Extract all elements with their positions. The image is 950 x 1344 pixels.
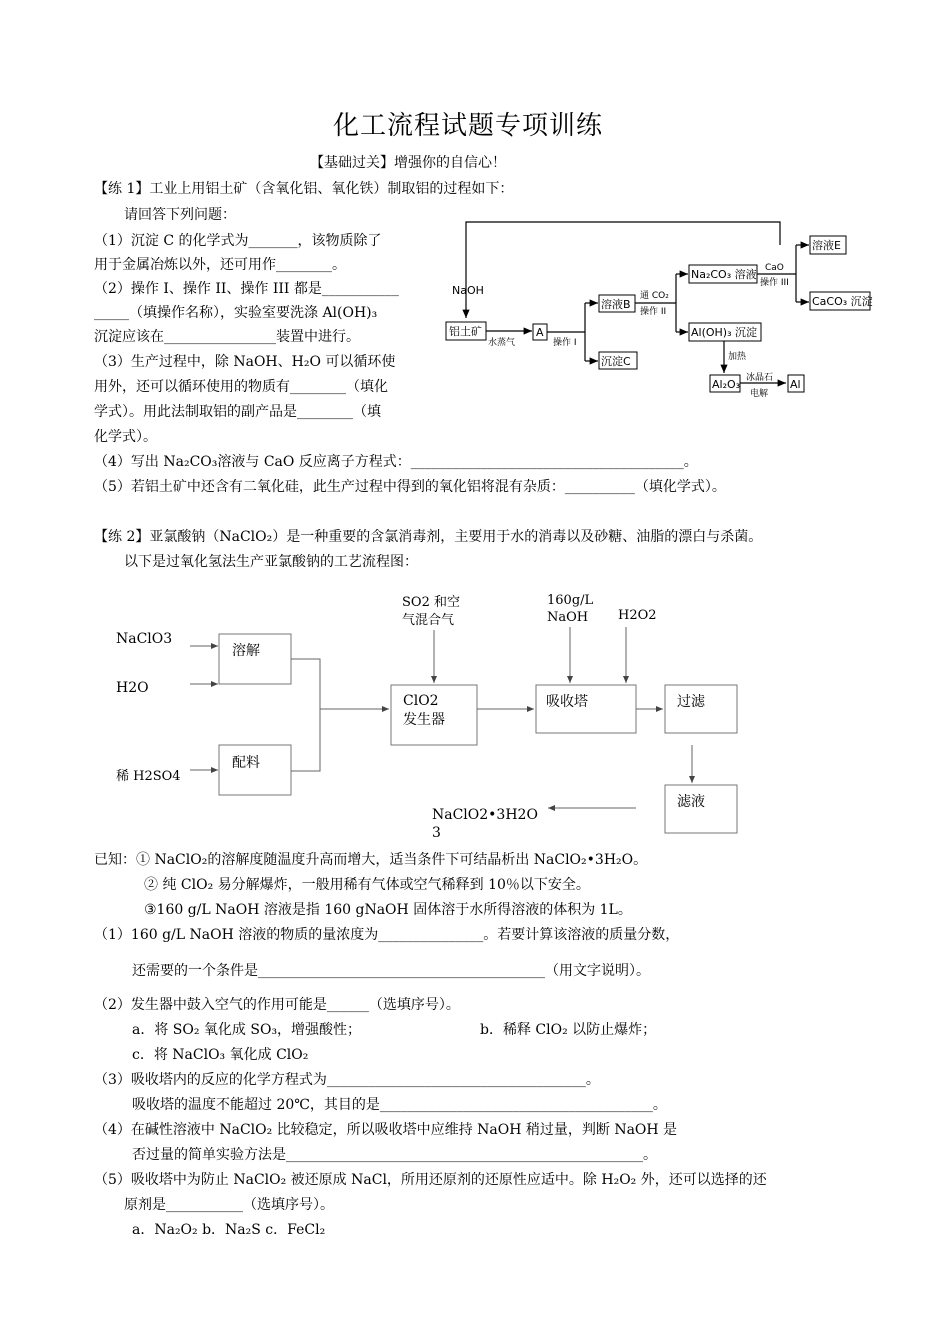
tower-label: 吸收塔 <box>546 694 588 710</box>
so2-label-1: SO2 和空 <box>402 595 460 610</box>
cryolite-label: 冰晶石 <box>746 373 774 383</box>
ex1-line: 用于金属冶炼以外，还可用作________。 <box>94 257 346 273</box>
na2co3-label: Na₂CO₃ 溶液 <box>691 268 757 281</box>
ex1-line: （1）沉淀 C 的化学式为_______，该物质除了 <box>94 233 382 249</box>
dissolve-label: 溶解 <box>232 643 260 659</box>
dissolve-box <box>219 634 291 684</box>
al-label: Al <box>790 378 801 391</box>
ex1-line: 用外，还可以循环使用的物质有________（填化 <box>94 379 388 395</box>
ex1-line: 学式）。用此法制取铝的副产品是________（填 <box>94 404 381 420</box>
aloh3-label: Al(OH)₃ 沉淀 <box>691 326 757 339</box>
clo2-label-2: 发生器 <box>403 712 445 728</box>
ex1-line: 沉淀应该在________________装置中进行。 <box>94 329 360 345</box>
naoh-label: NaOH <box>452 284 484 297</box>
product-label-2: 3 <box>432 825 441 841</box>
option-b: b．稀释 ClO₂ 以防止爆炸； <box>480 1022 657 1038</box>
so2-label-2: 气混合气 <box>402 613 455 628</box>
question-line: （1）160 g/L NaOH 溶液的物质的量浓度为_______________。若要计算该溶液的质量分数， <box>94 927 680 943</box>
cao-label: CaO <box>765 263 784 273</box>
ex1-line: （4）写出 Na₂CO₃溶液与 CaO 反应离子方程式：_______________________________________。 <box>94 454 698 470</box>
ex1-line: （5）若铝土矿中还含有二氧化硅，此生产过程中得到的氧化铝将混有杂质：__________（填化学式）。 <box>94 479 726 495</box>
ex1-line: （2）操作 I、操作 II、操作 III 都是___________ <box>94 281 399 297</box>
op3-label: 操作 III <box>760 278 789 288</box>
section-subtitle: 【基础过关】增强你的自信心！ <box>310 155 506 171</box>
h2so4-label: 稀 H2SO4 <box>116 769 181 784</box>
option-a: a．将 SO₂ 氧化成 SO₃，增强酸性； <box>132 1022 362 1038</box>
solution-e-label: 溶液E <box>812 239 841 252</box>
ex1-line: _____（填操作名称），实验室要洗涤 Al(OH)₃ <box>94 305 378 321</box>
op1-label: 操作 I <box>553 338 577 348</box>
known-3: ③160 g/L NaOH 溶液是指 160 gNaOH 固体溶于水所得溶液的体积为 1L。 <box>144 902 632 918</box>
question-line: （2）发生器中鼓入空气的作用可能是______（选填序号）。 <box>94 997 460 1013</box>
precip-c-label: 沉淀C <box>601 355 631 368</box>
question-line: 吸收塔的温度不能超过 20℃，其目的是_______________________________________。 <box>132 1097 667 1113</box>
solution-b-label: 溶液B <box>601 298 631 311</box>
question-line: 还需要的一个条件是_________________________________________（用文字说明）。 <box>132 963 650 979</box>
co2-label: 通 CO₂ <box>640 291 669 301</box>
mix-label: 配料 <box>232 755 260 771</box>
question-line: （5）吸收塔中为防止 NaClO₂ 被还原成 NaCl，所用还原剂的还原性应适中。除 H₂O₂ 外，还可以选择的还 <box>94 1172 767 1188</box>
naoh-conc-label-1: 160g/L <box>547 593 594 608</box>
question-line: （3）吸收塔内的反应的化学方程式为_____________________________________。 <box>94 1072 600 1088</box>
filtrate-label: 滤液 <box>677 794 705 810</box>
option-c: c．将 NaClO₃ 氧化成 ClO₂ <box>132 1047 309 1063</box>
naoh-conc-label-2: NaOH <box>547 610 589 625</box>
options-line: a．Na₂O₂ b．Na₂S c．FeCl₂ <box>132 1222 326 1238</box>
h2o-label: H2O <box>116 680 149 696</box>
a-label: A <box>536 326 544 339</box>
known-2: ② 纯 ClO₂ 易分解爆炸，一般用稀有气体或空气稀释到 10％以下安全。 <box>144 877 590 893</box>
al2o3-label: Al₂O₃ <box>712 378 741 391</box>
known-1: 已知：① NaClO₂的溶解度随温度升高而增大，适当条件下可结晶析出 NaClO₂•3H₂O。 <box>94 852 648 868</box>
page-title: 化工流程试题专项训练 <box>333 111 604 141</box>
question-line: （4）在碱性溶液中 NaClO₂ 比较稳定，所以吸收塔中应维持 NaOH 稍过量，判断 NaOH 是 <box>94 1122 678 1138</box>
naclo3-label: NaClO3 <box>116 631 173 647</box>
question-line: 原剂是___________（选填序号）。 <box>124 1197 334 1213</box>
ex1-heading: 【练 1】工业上用铝土矿（含氧化铝、氧化铁）制取铝的过程如下： <box>94 181 514 197</box>
electrolysis-label: 电解 <box>750 389 769 399</box>
heat-label: 加热 <box>728 352 747 362</box>
ex1-line: 化学式）。 <box>94 429 157 445</box>
ex1-line: （3）生产过程中，除 NaOH、H₂O 可以循环使 <box>94 354 396 370</box>
op2-label: 操作 II <box>640 307 667 317</box>
h2o2-label: H2O2 <box>618 608 657 623</box>
product-label-1: NaClO2•3H2O <box>432 807 538 823</box>
ex2-intro: 以下是过氧化氢法生产亚氯酸钠的工艺流程图： <box>124 554 418 570</box>
ex2-heading: 【练 2】亚氯酸钠（NaClO₂）是一种重要的含氯消毒剂，主要用于水的消毒以及砂糖、油脂的漂白与杀菌。 <box>94 529 763 545</box>
filter-label: 过滤 <box>677 694 705 710</box>
caco3-label: CaCO₃ 沉淀 <box>812 295 873 308</box>
ex1-line: 请回答下列问题： <box>124 207 236 223</box>
clo2-label-1: ClO2 <box>403 693 439 709</box>
steam-label: 水蒸气 <box>488 338 516 348</box>
question-line: 否过量的简单实验方法是___________________________________________________。 <box>132 1147 657 1163</box>
bauxite-label: 铝土矿 <box>449 325 482 338</box>
